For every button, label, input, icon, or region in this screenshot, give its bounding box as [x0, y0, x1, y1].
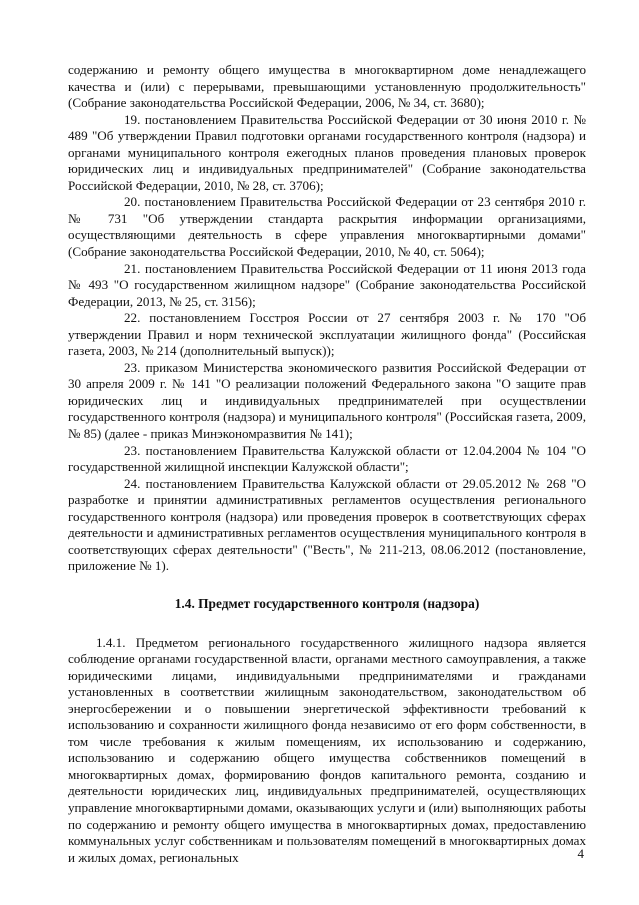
- list-item: [68, 360, 586, 443]
- list-item: [68, 443, 586, 476]
- list-item: [68, 194, 586, 260]
- item-number: 23.: [124, 442, 141, 458]
- section-heading: 1.4. Предмет государственного контроля (надзора): [174, 595, 480, 611]
- section-paragraph: 1.4.1. Предметом регионального государственного жилищного надзора является соблюдение органами государственной власти, органами местного самоуправления, а также юридическими лицами, индивидуальными предпринимателями и гражданами установленных в соответствии жилищным законодательством, законодательством об энергосбережении и о повышении энергетической эффективности требований к использованию и сохранности жилищного фонда независимо от его форм собственности, в том числе требования к жилым помещениям, их использованию и содержанию, использованию и содержанию общего имущества собственников помещений в многоквартирных домах, формированию фондов капитального ремонта, созданию и деятельности юридических лиц, индивидуальных предпринимателей, осуществляющих управление многоквартирными домами, оказывающих услуги и (или) выполняющих работы по содержанию и ремонту общего имущества в многоквартирных домах, предоставлению коммунальных услуг собственникам и пользователям помещений в многоквартирных домах и жилых домах, региональных: [68, 634, 586, 865]
- list-item: [68, 476, 586, 575]
- item-number: 22.: [124, 310, 141, 326]
- item-text: постановлением Правительства Российской Федерации от 23 сентября 2010 г. № 731 "Об утверждении стандарта раскрытия информации организациями, осуществляющими деятельность в сфере управления многоквартирными домами" (Собрание законодательства Российской Федерации, 2010, № 40, ст. 5064);: [68, 194, 587, 260]
- document-page: [68, 62, 586, 866]
- item-number: 19.: [124, 111, 141, 127]
- list-item: [68, 310, 586, 360]
- list-item: [68, 112, 586, 195]
- item-text: приказом Министерства экономического развития Российской Федерации от 30 апреля 2009 г. № 141 "О реализации положений Федерального закона "О защите прав юридических лиц и индивидуальных предпринимателей при осуществлении государственного контроля (надзора) и муниципального контроля" (Российская газета, 2009, № 85) (далее - приказ Минэкономразвития № 141);: [68, 359, 586, 442]
- page-number: 4: [577, 846, 584, 861]
- continuation-paragraph: содержанию и ремонту общего имущества в многоквартирном доме ненадлежащего качества и (или) с перерывами, превышающими установленную продолжительность" (Собрание законодательства Российской Федерации, 2006, № 34, ст. 3680);: [68, 62, 586, 111]
- item-text: постановлением Правительства Российской Федерации от 11 июня 2013 года № 493 "О государственном жилищном надзоре" (Собрание законодательства Российской Федерации, 2013, № 25, ст. 3156);: [68, 260, 586, 309]
- item-text: постановлением Правительства Российской Федерации от 30 июня 2010 г. № 489 "Об утверждении Правил подготовки органами государственного контроля (надзора) и органами муниципального контроля ежегодных планов проведения плановых проверок юридических лиц и индивидуальных предпринимателей" (Собрание законодательства Российской Федерации, 2010, № 28, ст. 3706);: [68, 111, 586, 193]
- item-text: постановлением Правительства Калужской области от 29.05.2012 № 268 "О разработке и принятии административных регламентов осуществления регионального государственного контроля (надзора) или проведения проверок в соответствующих сферах деятельности и административных регламентов осуществления муниципального контроля в соответствующих сферах деятельности" ("Весть", № 211-213, 08.06.2012 (постановление, приложение № 1).: [68, 475, 586, 574]
- item-number: 23.: [124, 359, 141, 375]
- item-number: 21.: [124, 260, 141, 276]
- item-text: постановлением Правительства Калужской области от 12.04.2004 № 104 "О государственной жилищной инспекции Калужской области";: [68, 442, 586, 475]
- item-number: 24.: [124, 475, 141, 491]
- item-text: постановлением Госстроя России от 27 сентября 2003 г. № 170 "Об утверждении Правил и норм технической эксплуатации жилищного фонда" (Российская газета, 2003, № 214 (дополнительный выпуск));: [68, 310, 586, 359]
- list-item: [68, 261, 586, 311]
- item-number: 20.: [124, 194, 141, 210]
